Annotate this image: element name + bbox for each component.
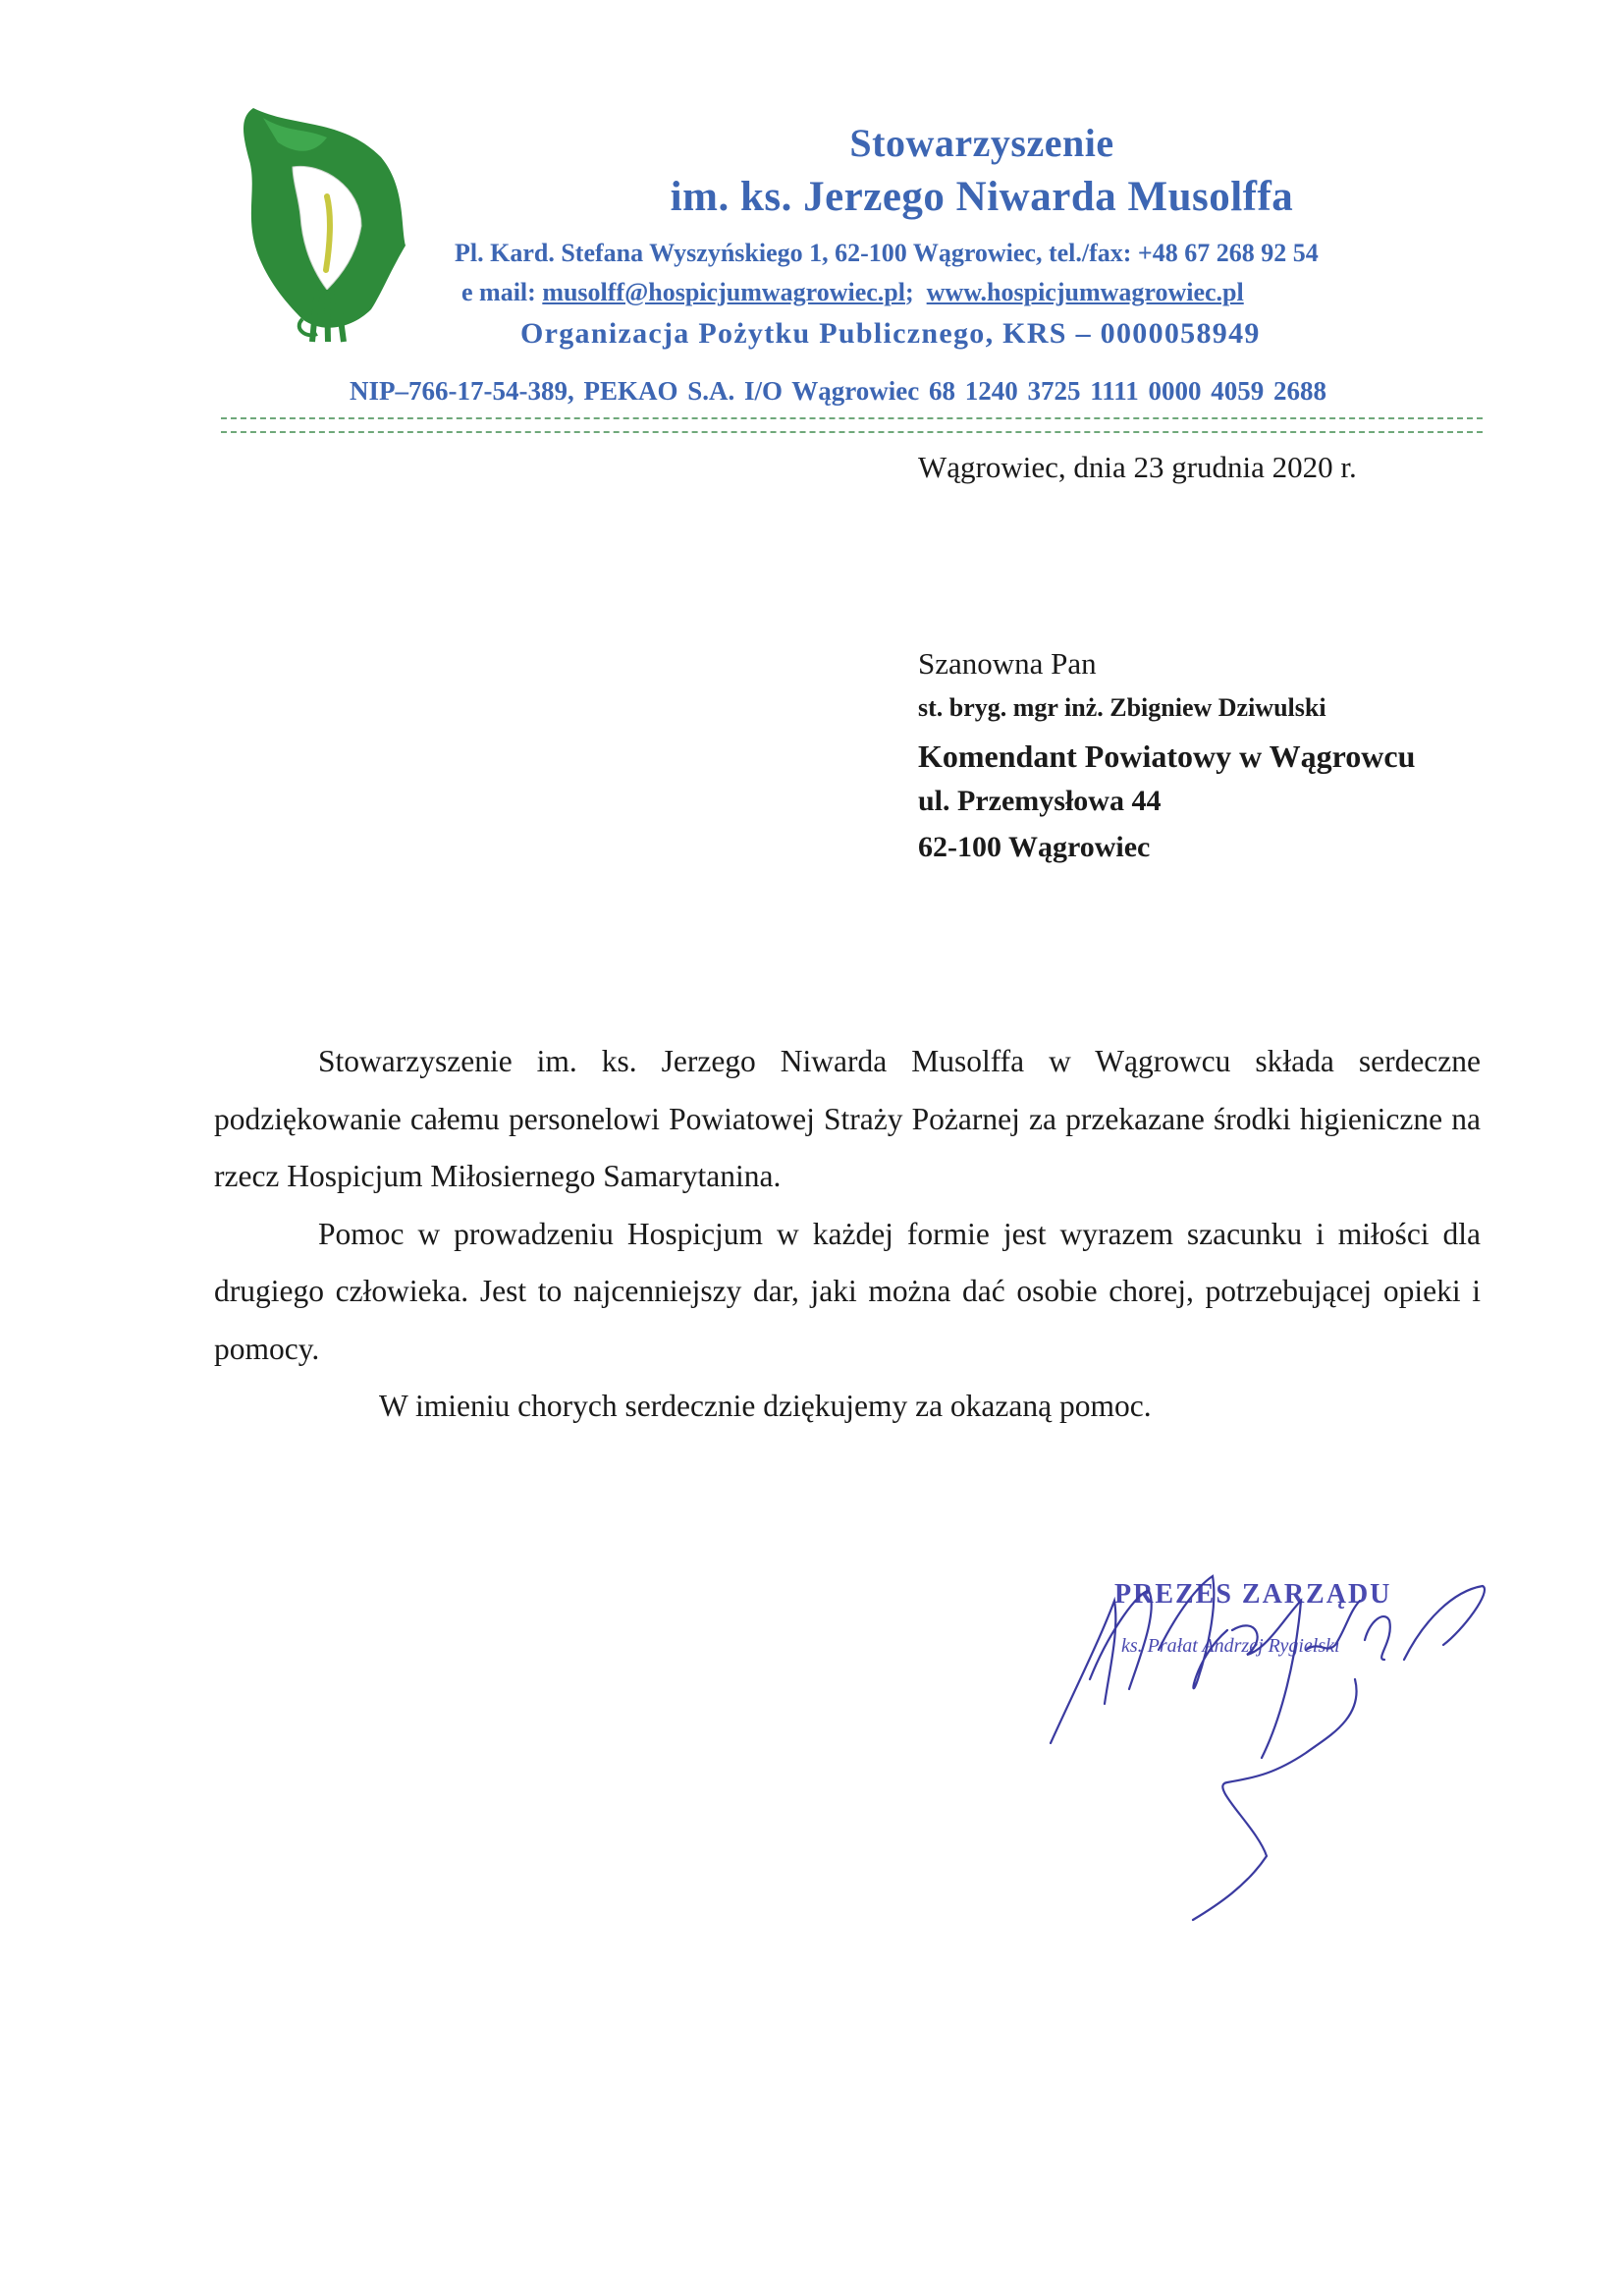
org-contact-line xyxy=(461,278,1244,307)
recipient-salutation: Szanowna Pan xyxy=(918,646,1097,681)
handwritten-signature xyxy=(1051,1576,1485,1920)
signature-stamp xyxy=(1031,1532,1581,1925)
org-name-line2: im. ks. Jerzego Niwarda Musolffa xyxy=(670,174,1294,220)
website-link[interactable]: www.hospicjumwagrowiec.pl xyxy=(926,278,1244,306)
org-opp-krs: Organizacja Pożytku Publicznego, KRS – 0000058949 xyxy=(520,317,1261,350)
org-address: Pl. Kard. Stefana Wyszyńskiego 1, 62-100 Wągrowiec, tel./fax: +48 67 268 92 54 xyxy=(455,239,1319,267)
org-bank-details: NIP–766-17-54-389, PEKAO S.A. I/O Wągrowiec 68 1240 3725 1111 0000 4059 2688 xyxy=(350,376,1327,406)
contact-separator: ; xyxy=(904,278,914,306)
body-paragraph-2: Pomoc w prowadzeniu Hospicjum w każdej formie jest wyrazem szacunku i miłości dla drugiego człowieka. Jest to najcenniejszy dar, jaki można dać osobie chorej, potrzebującej opieki i pomocy. xyxy=(214,1216,1481,1366)
recipient-city: 62-100 Wągrowiec xyxy=(918,831,1151,863)
recipient-block xyxy=(918,646,1415,877)
recipient-name: st. bryg. mgr inż. Zbigniew Dziwulski xyxy=(918,693,1326,722)
recipient-street: ul. Przemysłowa 44 xyxy=(918,785,1162,817)
email-label: e mail: xyxy=(461,278,543,306)
letter-body xyxy=(214,1033,1481,1436)
org-name-line1: Stowarzyszenie xyxy=(849,121,1114,165)
stamp-name: ks. Prałat Andrzej Rygielski xyxy=(1121,1635,1340,1657)
letter-date: Wągrowiec, dnia 23 grudnia 2020 r. xyxy=(918,450,1357,484)
email-link[interactable]: musolff@hospicjumwagrowiec.pl xyxy=(542,278,905,306)
body-paragraph-1: Stowarzyszenie im. ks. Jerzego Niwarda Musolffa w Wągrowcu składa serdeczne podziękowanie całemu personelowi Powiatowej Straży Pożarnej za przekazane środki higieniczne na rzecz Hospicjum Miłosiernego Samarytanina. xyxy=(214,1044,1481,1193)
stamp-title: PREZES ZARZĄDU xyxy=(1114,1579,1392,1610)
body-paragraph-3: W imieniu chorych serdecznie dziękujemy za okazaną pomoc. xyxy=(379,1389,1152,1423)
letterhead-separator xyxy=(221,417,1483,433)
recipient-title: Komendant Powiatowy w Wągrowcu xyxy=(918,738,1416,774)
lily-logo xyxy=(234,98,415,344)
